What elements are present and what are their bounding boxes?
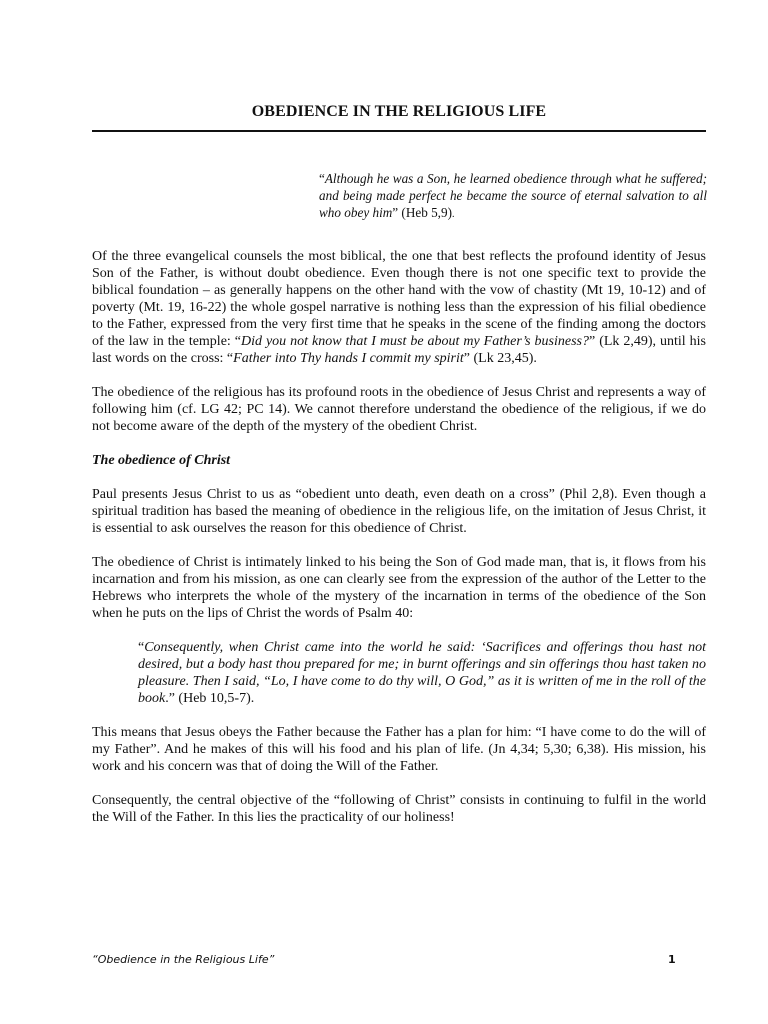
document-page: [92, 0, 706, 1024]
block-quote: [138, 639, 706, 707]
p1-text-c: ” (Lk 23,45).: [463, 351, 537, 366]
epigraph-text: Although he was a Son, he learned obedience through what he suffered; and being made perfect he became the source of eternal salvation to all who obey him: [319, 171, 707, 220]
paragraph-2: The obedience of the religious has its profound roots in the obedience of Jesus Christ and represents a way of following him (cf. LG 42; PC 14). We cannot therefore understand the obedience of the religious, if we do not become aware of the depth of the mystery of the obedient Christ.: [92, 385, 706, 434]
blockquote-close: .” (Heb 10,5-7).: [165, 691, 255, 706]
epigraph-reference: (Heb 5,9): [398, 205, 452, 220]
p1-quote-2: Father into Thy hands I commit my spirit: [233, 351, 464, 366]
document-body: [92, 248, 706, 843]
p1-text-b: ” (Lk 2,49), until his last words on the cross: “: [92, 334, 706, 366]
title-rule: [92, 130, 706, 132]
epigraph-quote: [319, 170, 707, 223]
paragraph-5: This means that Jesus obeys the Father because the Father has a plan for him: “I have come to do the will of my Father”. And he makes of this will his food and his plan of life. (Jn 4,34; 5,30; 6,38). His mission, his work and his concern was that of doing the Will of the Father.: [92, 725, 706, 774]
p1-text-a: Of the three evangelical counsels the most biblical, the one that best reflects the profound identity of Jesus Son of the Father, is without doubt obedience. Even though there is not one specific text to provide the biblical foundation – as generally happens on the other hand with the vow of chastity (Mt 19, 10-12) and of poverty (Mt. 19, 16-22) the whole gospel narrative is nothing less than the expression of his filial obedience to the Father, expressed from the very first time that he speaks in the scene of the finding among the doctors of the law in the temple: “: [92, 249, 706, 349]
paragraph-4: The obedience of Christ is intimately linked to his being the Son of God made man, that is, it flows from his incarnation and from his mission, as one can clearly see from the expression of the author of the Letter to the Hebrews who interprets the whole of the mystery of the incarnation in terms of the obedience of the Son when he puts on the lips of Christ the words of Psalm 40:: [92, 555, 706, 621]
page-title: OBEDIENCE IN THE RELIGIOUS LIFE: [251, 103, 547, 120]
blockquote-open: “: [138, 640, 145, 655]
epigraph-open-quote: “: [319, 171, 325, 186]
epigraph-close-quote: ”: [392, 205, 399, 220]
running-title: “Obedience in the Religious Life”: [92, 953, 275, 966]
page-number: 1: [668, 953, 676, 966]
section-heading: The obedience of Christ: [92, 453, 231, 468]
paragraph-6: Consequently, the central objective of the “following of Christ” consists in continuing to fulfil in the world the Will of the Father. In this lies the practicality of our holiness!: [92, 793, 706, 825]
p1-quote-1: Did you not know that I must be about my Father’s business?: [241, 334, 590, 349]
paragraph-3: Paul presents Jesus Christ to us as “obedient unto death, even death on a cross” (Phil 2,8). Even though a spiritual tradition has based the meaning of obedience in the religious life, on the imitation of Jesus Christ, it is essential to ask ourselves the reason for this obedience of Christ.: [92, 487, 706, 536]
blockquote-text: Consequently, when Christ came into the world he said: ‘Sacrifices and offerings thou hast not desired, but a body hast thou prepared for me; in burnt offerings and sin offerings thou hast taken no pleasure. Then I said, “Lo, I have come to do thy will, O God,” as it is written of me in the roll of the book: [138, 640, 706, 706]
epigraph-period: .: [451, 209, 455, 220]
paragraph-1: [92, 248, 706, 367]
